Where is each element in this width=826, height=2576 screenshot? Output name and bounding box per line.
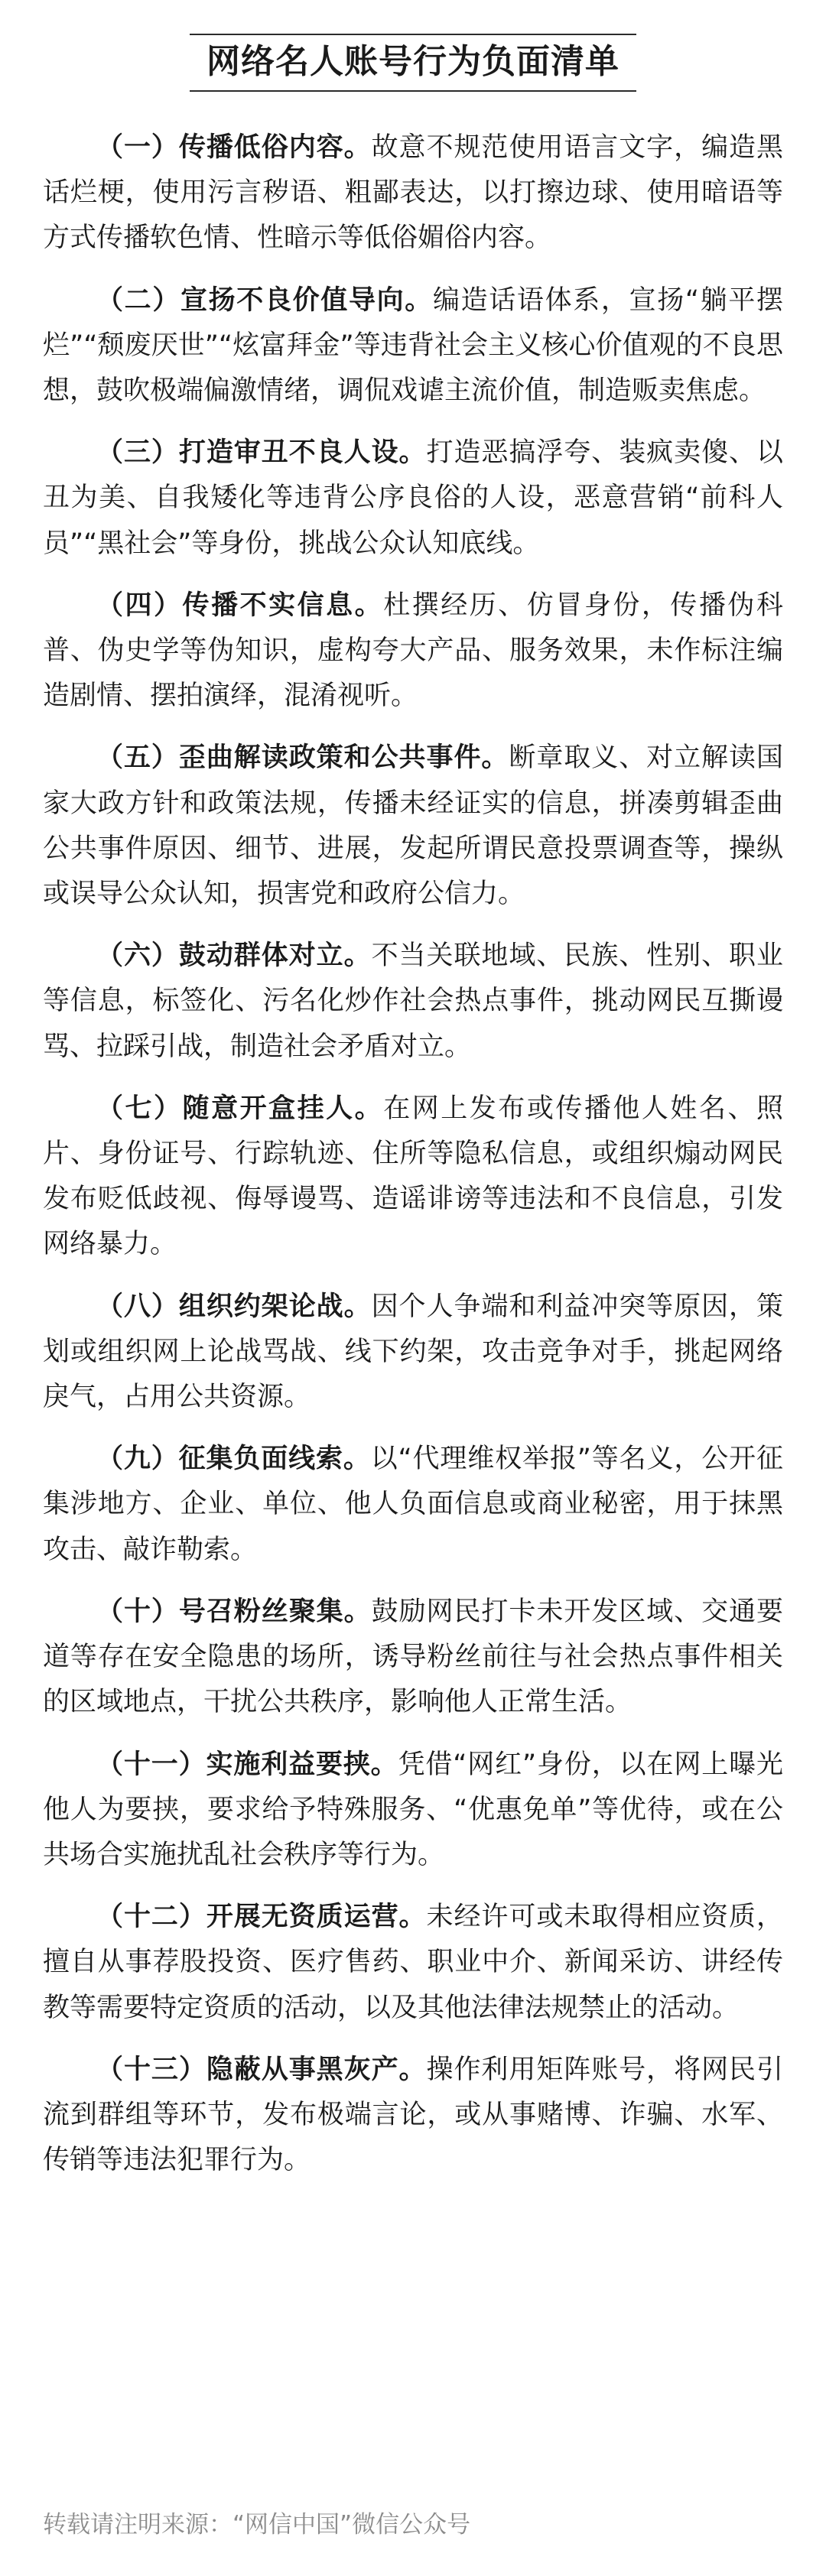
list-item <box>43 278 783 414</box>
item-heading: （七）随意开盒挂人。 <box>96 1093 384 1124</box>
title-bottom-rule <box>190 90 636 92</box>
list-item <box>43 1087 783 1268</box>
item-heading: （十）号召粉丝聚集。 <box>96 1596 372 1627</box>
item-body: 操作利用矩阵账号，将网民引流到群组等环节，发布极端言论，或从事赌博、诈骗、水军、传销等违法犯罪行为。 <box>43 2054 783 2176</box>
list-item <box>43 1895 783 2031</box>
item-list <box>43 125 783 2200</box>
item-heading: （九）征集负面线索。 <box>96 1444 371 1475</box>
item-body: 以“代理维权举报”等名义，公开征集涉地方、企业、单位、他人负面信息或商业秘密，用于抹黑攻击、敲诈勒索。 <box>43 1444 783 1565</box>
item-heading: （二）宣扬不良价值导向。 <box>96 284 433 316</box>
item-body: 凭借“网红”身份，以在网上曝光他人为要挟，要求给予特殊服务、“优惠免单”等优待，或在公共场合实施扰乱社会秩序等行为。 <box>43 1749 783 1870</box>
item-body: 断章取义、对立解读国家大政方针和政策法规，传播未经证实的信息，拼凑剪辑歪曲公共事件原因、细节、进展，发起所谓民意投票调查等，操纵或误导公众认知，损害党和政府公信力。 <box>43 742 783 910</box>
item-heading: （四）传播不实信息。 <box>96 590 384 621</box>
list-item <box>43 934 783 1070</box>
list-item <box>43 1285 783 1421</box>
list-item <box>43 736 783 917</box>
item-body: 打造恶搞浮夸、装疯卖傻、以丑为美、自我矮化等违背公序良俗的人设，恶意营销“前科人员”“黑社会”等身份，挑战公众认知底线。 <box>43 437 783 559</box>
item-body: 不当关联地域、民族、性别、职业等信息，标签化、污名化炒作社会热点事件，挑动网民互撕谩骂、拉踩引战，制造社会矛盾对立。 <box>43 940 783 1062</box>
list-item <box>43 2048 783 2184</box>
item-heading: （十三）隐蔽从事黑灰产。 <box>96 2054 427 2085</box>
item-heading: （三）打造审丑不良人设。 <box>96 437 427 469</box>
item-body: 因个人争端和利益冲突等原因，策划或组织网上论战骂战、线下约架，攻击竞争对手，挑起网络戾气，占用公共资源。 <box>43 1291 783 1413</box>
item-heading: （八）组织约架论战。 <box>96 1291 372 1322</box>
item-heading: （十二）开展无资质运营。 <box>96 1902 427 1933</box>
list-item <box>43 1437 783 1573</box>
item-body: 在网上发布或传播他人姓名、照片、身份证号、行踪轨迹、住所等隐私信息，或组织煽动网民发布贬低歧视、侮辱谩骂、造谣诽谤等违法和不良信息，引发网络暴力。 <box>43 1093 783 1260</box>
list-item <box>43 430 783 567</box>
item-heading: （五）歪曲解读政策和公共事件。 <box>96 742 509 774</box>
list-item <box>43 1743 783 1879</box>
item-body: 故意不规范使用语言文字，编造黑话烂梗，使用污言秽语、粗鄙表达，以打擦边球、使用暗语等方式传播软色情、性暗示等低俗媚俗内容。 <box>43 132 783 254</box>
item-body: 杜撰经历、仿冒身份，传播伪科普、伪史学等伪知识，虚构夸大产品、服务效果，未作标注编造剧情、摆拍演绎，混淆视听。 <box>43 590 783 712</box>
source-note: 转载请注明来源：“网信中国”微信公众号 <box>43 2511 471 2539</box>
item-body: 鼓励网民打卡未开发区域、交通要道等存在安全隐患的场所，诱导粉丝前往与社会热点事件相关的区域地点，干扰公共秩序，影响他人正常生活。 <box>43 1596 783 1718</box>
item-heading: （一）传播低俗内容。 <box>96 132 372 163</box>
list-item <box>43 125 783 261</box>
list-item <box>43 1590 783 1726</box>
item-heading: （十一）实施利益要挟。 <box>96 1749 398 1780</box>
item-heading: （六）鼓动群体对立。 <box>96 940 372 972</box>
item-body: 编造话语体系，宣扬“躺平摆烂”“颓废厌世”“炫富拜金”等违背社会主义核心价值观的不良思想，鼓吹极端偏激情绪，调侃戏谑主流价值，制造贩卖焦虑。 <box>43 284 783 407</box>
item-body: 未经许可或未取得相应资质，擅自从事荐股投资、医疗售药、职业中介、新闻采访、讲经传教等需要特定资质的活动，以及其他法律法规禁止的活动。 <box>43 1902 783 2023</box>
page-title: 网络名人账号行为负面清单 <box>206 42 620 81</box>
list-item <box>43 583 783 720</box>
